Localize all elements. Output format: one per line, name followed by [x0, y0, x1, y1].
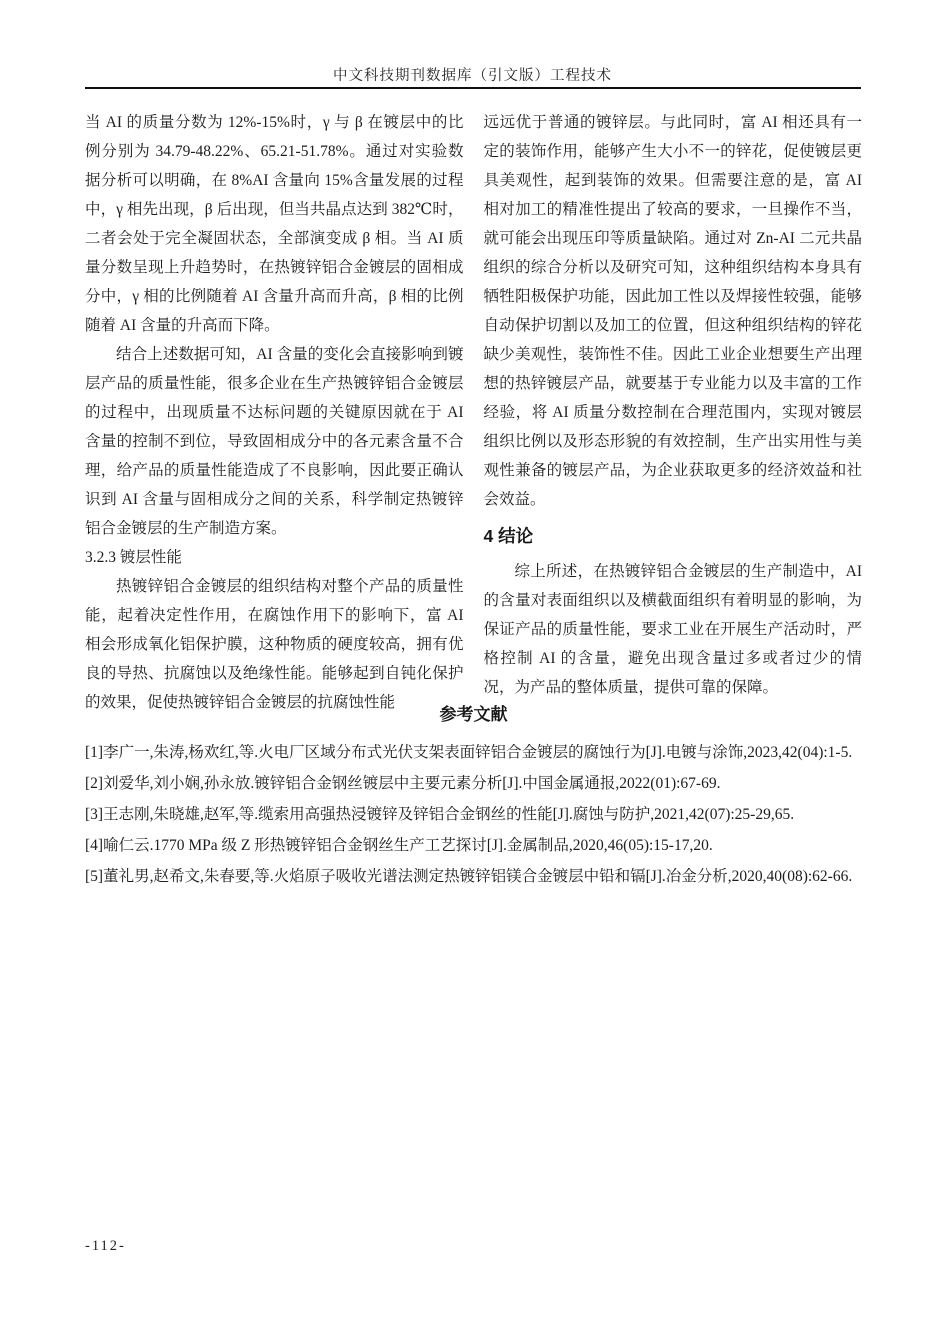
left-column: [85, 108, 464, 717]
paragraph-continuation: 当 AI 的质量分数为 12%-15%时，γ 与 β 在镀层中的比例分别为 34.79-48.22%、65.21-51.78%。通过对实验数据分析可以明确，在 8%AI 含量向 15%含量发展的过程中，γ 相先出现，β 后出现，但当共晶点达到 382℃时，二者会处于完全凝固状态，全部演变成 β 相。当 AI 质量分数呈现上升趋势时，在热镀锌铝合金镀层的固相成分中，γ 相的比例随着 AI 含量升高而升高，β 相的比例随着 AI 含量的升高而下降。: [85, 114, 464, 334]
reference-item: [4]喻仁云.1770 MPa 级 Z 形热镀锌铝合金钢丝生产工艺探讨[J].金属制品,2020,46(05):15-17,20.: [85, 837, 713, 854]
reference-item: [5]董礼男,赵希文,朱春要,等.火焰原子吸收光谱法测定热镀锌铝镁合金镀层中铅和镉[J].冶金分析,2020,40(08):62-66.: [85, 868, 853, 885]
body-columns: [85, 108, 862, 717]
page-number: -112-: [85, 1238, 126, 1254]
header-divider: [85, 87, 861, 89]
journal-header-title: 中文科技期刊数据库（引文版）工程技术: [333, 68, 612, 84]
section-heading-conclusion: 4 结论: [483, 526, 534, 546]
reference-item: [1]李广一,朱涛,杨欢红,等.火电厂区域分布式光伏支架表面锌铝合金镀层的腐蚀行为[J].电镀与涂饰,2023,42(04):1-5.: [85, 744, 853, 761]
right-column: [484, 108, 863, 717]
subsection-heading-coating-performance: 3.2.3 镀层性能: [85, 549, 182, 566]
paragraph: 综上所述，在热镀锌铝合金镀层的生产制造中，AI 的含量对表面组织以及横截面组织有着明显的影响，为保证产品的质量性能，要求工业在开展生产活动时，严格控制 AI 的含量，避免出现含量过多或者过少的情况，为产品的整体质量，提供可靠的保障。: [483, 563, 862, 696]
paragraph: 热镀锌铝合金镀层的组织结构对整个产品的质量性能，起着决定性作用，在腐蚀作用下的影响下，富 AI 相会形成氧化铝保护膜，这种物质的硬度较高，拥有优良的导热、抗腐蚀以及绝缘性能。能够起到自钝化保护的效果，促使热镀锌铝合金镀层的抗腐蚀性能: [85, 578, 464, 711]
paragraph-continuation: 远远优于普通的镀锌层。与此同时，富 AI 相还具有一定的装饰作用，能够产生大小不一的锌花，促使镀层更具美观性，起到装饰的效果。但需要注意的是，富 AI 相对加工的精准性提出了较高的要求，一旦操作不当，就可能会出现压印等质量缺陷。通过对 Zn-AI 二元共晶组织的综合分析以及研究可知，这种组织结构本身具有牺牲阳极保护功能，因此加工性以及焊接性较强，能够自动保护切割以及加工的位置，但这种组织结构的锌花缺少美观性，装饰性不佳。因此工业企业想要生产出理想的热锌镀层产品，就要基于专业能力以及丰富的工作经验，将 AI 质量分数控制在合理范围内，实现对镀层组织比例以及形态形貌的有效控制，生产出实用性与美观性兼备的镀层产品，为企业获取更多的经济效益和社会效益。: [483, 114, 862, 508]
references-section: [85, 700, 862, 892]
references-title: 参考文献: [439, 705, 508, 724]
reference-item: [3]王志刚,朱晓雄,赵军,等.缆索用高强热浸镀锌及锌铝合金钢丝的性能[J].腐蚀与防护,2021,42(07):25-29,65.: [85, 806, 795, 823]
reference-item: [2]刘爱华,刘小娴,孙永放.镀锌铝合金钢丝镀层中主要元素分析[J].中国金属通报,2022(01):67-69.: [85, 775, 721, 792]
references-list: [85, 737, 862, 892]
paragraph: 结合上述数据可知，AI 含量的变化会直接影响到镀层产品的质量性能，很多企业在生产热镀锌铝合金镀层的过程中，出现质量不达标问题的关键原因就在于 AI 含量的控制不到位，导致固相成分中的各元素含量不合理，给产品的质量性能造成了不良影响，因此要正确认识到 AI 含量与固相成分之间的关系，科学制定热镀锌铝合金镀层的生产制造方案。: [85, 346, 464, 537]
